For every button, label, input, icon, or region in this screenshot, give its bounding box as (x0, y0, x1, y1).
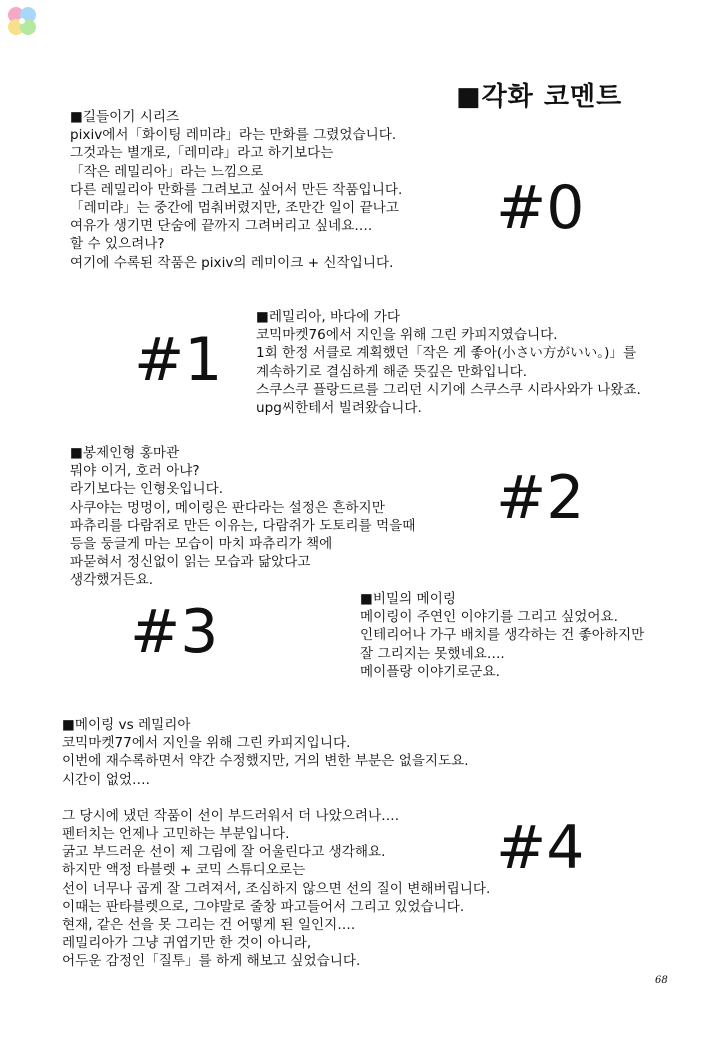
text-line: 파츄리를 다람쥐로 만든 이유는, 다람쥐가 도토리를 먹을때 (70, 517, 416, 534)
section-4-text (62, 716, 490, 971)
section-2-text (70, 444, 415, 590)
text-line: 1회 한정 서클로 계획했던「작은 게 좋아(小さい方がいい。)」를 (256, 345, 637, 362)
section-0-text (70, 108, 402, 272)
section-heading: ■레밀리아, 바다에 가다 (256, 309, 400, 325)
text-line: 파묻혀서 정신없이 읽는 모습과 닮았다고 (70, 554, 311, 571)
text-line: 이번에 재수록하면서 약간 수정했지만, 거의 변한 부분은 없을지도요. (62, 753, 469, 770)
text-line: 생각했거든요. (70, 572, 154, 589)
page-number: 68 (655, 975, 668, 986)
text-line: 라기보다는 인형옷입니다. (70, 481, 224, 498)
text-line: 인테리어나 가구 배치를 생각하는 건 좋아하지만 (360, 627, 645, 644)
section-heading: ■메이링 vs 레밀리아 (62, 717, 191, 733)
text-line: pixiv에서「화이팅 레미랴」라는 만화를 그렸었습니다. (70, 127, 397, 144)
section-heading: ■길들이기 시리즈 (70, 109, 180, 125)
text-line: 시간이 없었…. (62, 771, 150, 788)
text-line: 이때는 판타블렛으로, 그야말로 줄창 파고들어서 그리고 있었습니다. (62, 898, 465, 915)
text-line: 코믹마켓76에서 지인을 위해 그린 카피지였습니다. (256, 327, 558, 344)
page-title: ■각화 코멘트 (456, 82, 623, 112)
blank-line (62, 789, 490, 807)
text-line: 스쿠스쿠 플랑드르를 그리던 시기에 스쿠스쿠 시라사와가 나왔죠. (256, 381, 641, 398)
text-line: 펜터치는 언제나 고민하는 부분입니다. (62, 826, 290, 843)
text-line: 메이플랑 이야기로군요. (360, 663, 500, 680)
text-line: 「작은 레밀리아」라는 느낌으로 (70, 163, 264, 180)
text-line: upg씨한테서 빌려왔습니다. (256, 400, 422, 417)
text-line: 여유가 생기면 단숨에 끝까지 그려버리고 싶네요…. (70, 218, 373, 235)
text-line: 사쿠야는 멍멍이, 메이링은 판다라는 설정은 흔하지만 (70, 499, 385, 516)
text-line: 등을 둥글게 마는 모습이 마치 파츄리가 책에 (70, 536, 333, 553)
text-line: 하지만 액정 타블렛 + 코믹 스튜디오로는 (62, 862, 306, 879)
text-line: 뭐야 이거, 호러 아냐? (70, 463, 200, 480)
section-number-4: #4 (496, 813, 585, 883)
text-line: 코믹마켓77에서 지인을 위해 그린 카피지입니다. (62, 735, 351, 752)
text-line: 할 수 있으려나? (70, 236, 165, 253)
text-line: 선이 너무나 곱게 잘 그려져서, 조심하지 않으면 선의 질이 변해버립니다. (62, 880, 491, 897)
text-line: 그것과는 별개로,「레미랴」라고 하기보다는 (70, 145, 334, 162)
section-1-text (256, 308, 641, 417)
section-3-text (360, 590, 644, 681)
section-heading: ■비밀의 메이링 (360, 591, 456, 607)
text-line: 메이링이 주연인 이야기를 그리고 싶었어요. (360, 609, 618, 626)
section-number-2: #2 (496, 463, 585, 533)
text-line: 잘 그리지는 못했네요…. (360, 645, 505, 662)
section-heading: ■봉제인형 홍마관 (70, 445, 180, 461)
section-number-3: #3 (130, 597, 219, 667)
section-number-0: #0 (496, 173, 585, 243)
text-line: 여기에 수록된 작품은 pixiv의 레미이크 + 신작입니다. (70, 254, 394, 271)
text-line: 다른 레밀리아 만화를 그려보고 싶어서 만든 작품입니다. (70, 181, 403, 198)
text-line: 「레미랴」는 중간에 멈춰버렸지만, 조만간 일이 끝나고 (70, 200, 399, 217)
clover-logo-icon (2, 2, 42, 42)
text-line: 굵고 부드러운 선이 제 그림에 잘 어울린다고 생각해요. (62, 844, 386, 861)
text-line: 레밀리아가 그냥 귀엽기만 한 것이 아니라, (62, 935, 312, 952)
text-line: 현재, 같은 선을 못 그리는 건 어떻게 된 일인지…. (62, 917, 356, 934)
text-line: 그 당시에 냈던 작품이 선이 부드러워서 더 나았으려나…. (62, 807, 400, 824)
text-line: 어두운 감정인「질투」를 하게 해보고 싶었습니다. (62, 953, 361, 970)
section-number-1: #1 (134, 325, 223, 395)
text-line: 계속하기로 결심하게 해준 뜻깊은 만화입니다. (256, 363, 528, 380)
